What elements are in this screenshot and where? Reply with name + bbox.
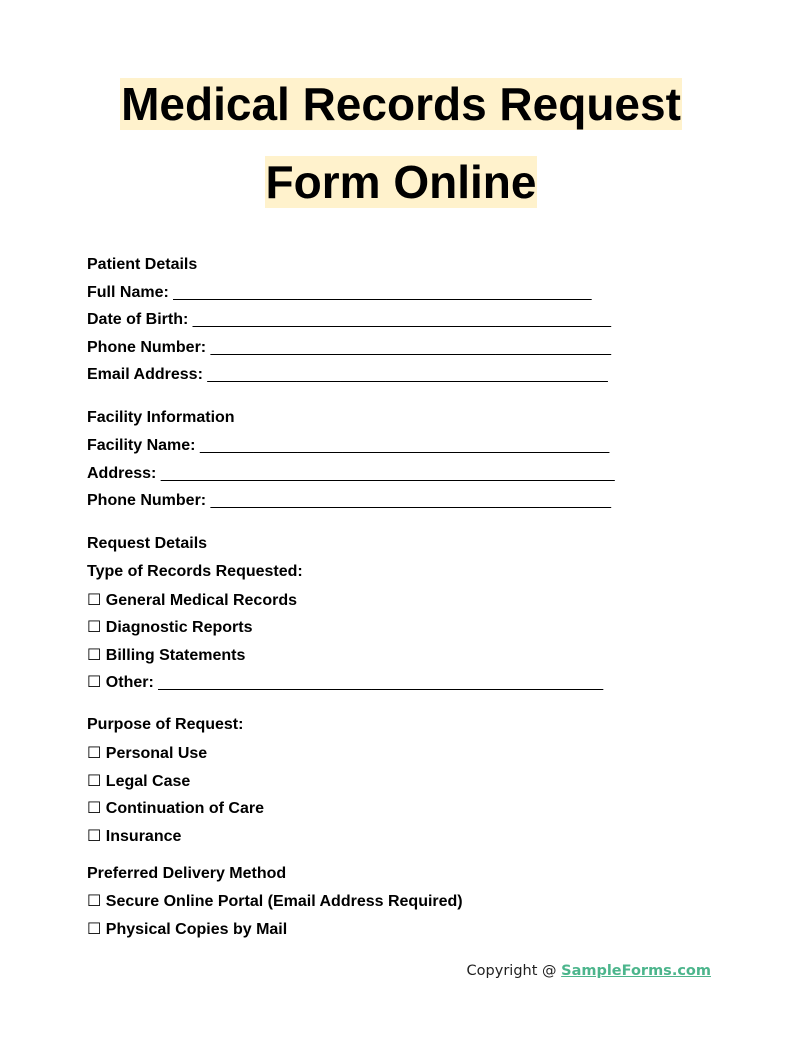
checkbox-icon[interactable]: ☐ <box>87 891 102 911</box>
facility-information-section <box>87 404 727 514</box>
date-of-birth-field[interactable] <box>87 306 727 334</box>
field-label: Facility Name: <box>87 437 196 455</box>
option-label: Diagnostic Reports <box>105 619 253 637</box>
blank-line: _____________________________________________ <box>207 366 608 384</box>
checkbox-personal-use[interactable] <box>87 739 727 767</box>
field-label: Phone Number: <box>87 492 207 510</box>
section-heading: Facility Information <box>87 409 235 427</box>
checkbox-billing-statements[interactable] <box>87 641 727 669</box>
option-label: Legal Case <box>105 772 191 790</box>
facility-name-field[interactable] <box>87 432 727 460</box>
blank-line: _______________________________________________ <box>192 311 612 329</box>
checkbox-icon[interactable]: ☐ <box>87 644 102 664</box>
checkbox-icon[interactable]: ☐ <box>87 743 102 762</box>
title-line-2: Form Online <box>265 156 537 208</box>
purpose-section <box>87 711 727 841</box>
option-label: General Medical Records <box>105 591 297 609</box>
checkbox-continuation-of-care[interactable] <box>87 794 727 822</box>
field-label: Address: <box>87 464 157 482</box>
email-address-field[interactable] <box>87 361 727 389</box>
option-label: Continuation of Care <box>105 800 265 818</box>
checkbox-icon[interactable]: ☐ <box>87 617 102 637</box>
section-heading: Preferred Delivery Method <box>87 864 287 882</box>
checkbox-icon[interactable]: ☐ <box>87 589 102 609</box>
option-label: Physical Copies by Mail <box>105 920 288 938</box>
field-label: Date of Birth: <box>87 311 189 329</box>
facility-phone-field[interactable] <box>87 487 727 515</box>
delivery-method-section <box>87 860 727 943</box>
request-details-section <box>87 530 727 696</box>
checkbox-diagnostic-reports[interactable] <box>87 613 727 641</box>
form-title <box>0 78 802 234</box>
sampleforms-link[interactable]: SampleForms.com <box>561 963 711 979</box>
blank-line: ______________________________________________ <box>199 437 610 455</box>
checkbox-other[interactable] <box>87 668 727 696</box>
phone-number-field[interactable] <box>87 334 727 362</box>
field-label: Email Address: <box>87 366 203 384</box>
blank-line: __________________________________________________ <box>158 674 604 692</box>
title-line-1: Medical Records Request <box>121 78 681 130</box>
option-label: Insurance <box>105 827 182 842</box>
checkbox-icon[interactable]: ☐ <box>87 770 102 790</box>
checkbox-icon[interactable]: ☐ <box>87 798 102 818</box>
option-label: Personal Use <box>105 745 208 762</box>
blank-line: _____________________________________________ <box>210 338 612 356</box>
records-type-label: Type of Records Requested: <box>87 562 303 580</box>
checkbox-physical-copies[interactable] <box>87 915 727 943</box>
blank-line: ___________________________________________________ <box>160 464 615 482</box>
patient-details-section <box>87 251 727 389</box>
blank-line: _____________________________________________ <box>210 492 612 510</box>
full-name-field[interactable] <box>87 279 727 307</box>
option-label: Other: <box>105 674 154 692</box>
copyright-text: Copyright @ <box>466 963 562 979</box>
checkbox-secure-online-portal[interactable] <box>87 887 727 915</box>
blank-line: _______________________________________________ <box>173 283 592 301</box>
checkbox-general-medical-records[interactable] <box>87 586 727 614</box>
checkbox-insurance[interactable] <box>87 822 727 842</box>
option-label: Secure Online Portal (Email Address Required) <box>105 893 463 911</box>
checkbox-icon[interactable]: ☐ <box>87 672 102 692</box>
address-field[interactable] <box>87 460 727 488</box>
field-label: Full Name: <box>87 283 169 301</box>
form-body <box>87 251 727 958</box>
checkbox-icon[interactable]: ☐ <box>87 918 102 938</box>
section-heading: Purpose of Request: <box>87 716 244 734</box>
checkbox-icon[interactable]: ☐ <box>87 825 102 842</box>
option-label: Billing Statements <box>105 646 246 664</box>
section-heading: Request Details <box>87 535 208 553</box>
copyright-footer <box>467 963 711 979</box>
checkbox-legal-case[interactable] <box>87 767 727 795</box>
field-label: Phone Number: <box>87 338 207 356</box>
section-heading: Patient Details <box>87 256 198 273</box>
